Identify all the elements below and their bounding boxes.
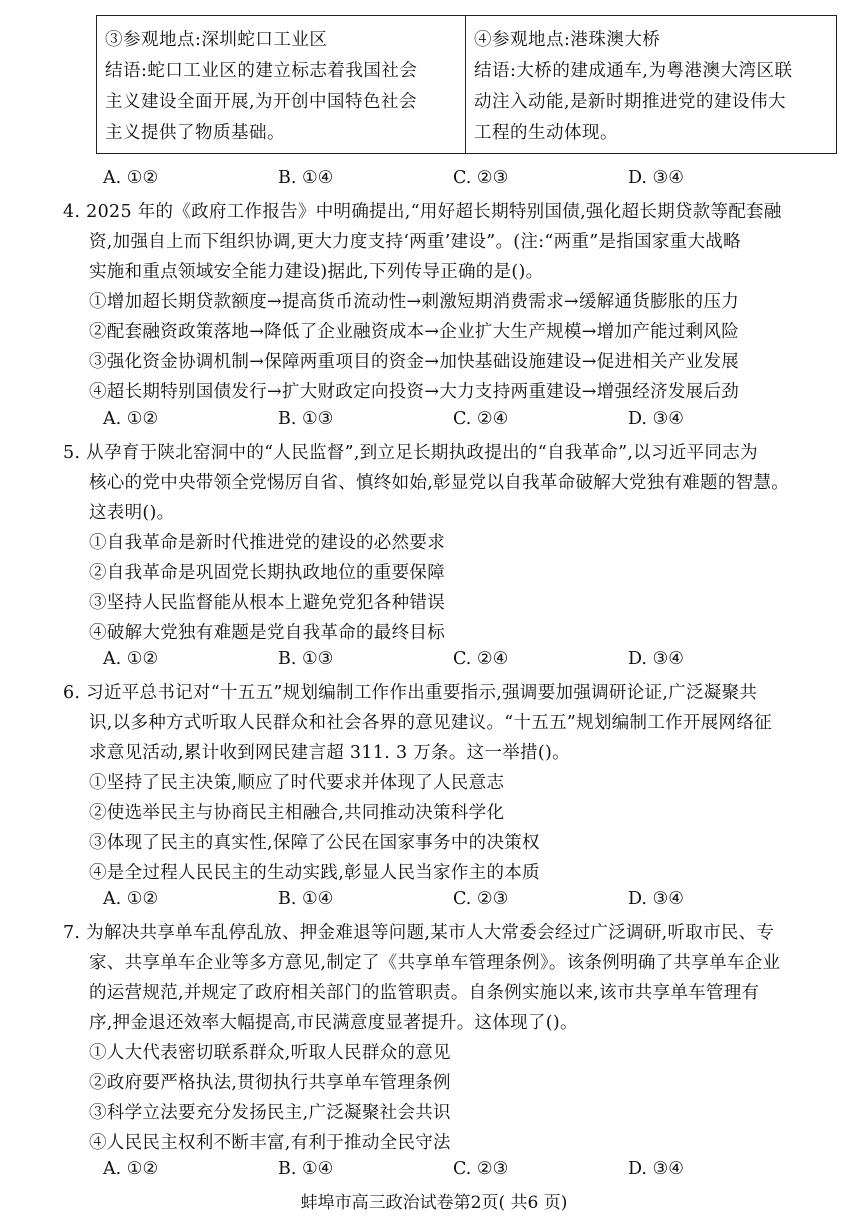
q4-stem-line: 实施和重点领域安全能力建设)据此,下列传导正确的是()。 xyxy=(89,262,544,282)
q7-statement: ③科学立法要充分发扬民主,广泛凝聚社会共识 xyxy=(89,1103,451,1123)
table-line: 结语:蛇口工业区的建立标志着我国社会 xyxy=(105,61,418,81)
q7-stem-line: 7. 为解决共享单车乱停乱放、押金难退等问题,某市人大常委会经过广泛调研,听取市民、专 xyxy=(63,923,775,943)
option-d: D. ③④ xyxy=(628,168,684,188)
q6-stem-line: 求意见活动,累计收到网民建言超 311. 3 万条。这一举措()。 xyxy=(89,743,570,763)
option-c: C. ②③ xyxy=(453,1159,509,1179)
q4-statement: ②配套融资政策落地→降低了企业融资成本→企业扩大生产规模→增加产能过剩风险 xyxy=(89,322,740,342)
option-d: D. ③④ xyxy=(628,649,684,669)
q6-stem-line: 6. 习近平总书记对“十五五”规划编制工作作出重要指示,强调要加强调研论证,广泛凝聚共 xyxy=(63,683,758,703)
option-a: A. ①② xyxy=(103,649,159,669)
q4-options xyxy=(103,409,823,437)
option-b: B. ①④ xyxy=(278,1159,334,1179)
q6-statement: ①坚持了民主决策,顺应了时代要求并体现了人民意志 xyxy=(89,773,505,793)
q7-stem-line: 序,押金退还效率大幅提高,市民满意度显著提升。这体现了()。 xyxy=(89,1013,578,1033)
table-line: 动注入动能,是新时期推进党的建设伟大 xyxy=(474,92,787,112)
option-a: A. ①② xyxy=(103,1159,159,1179)
q7-stem-line: 家、共享单车企业等多方意见,制定了《共享单车管理条例》。该条例明确了共享单车企业 xyxy=(89,953,781,973)
q3-options xyxy=(103,168,823,196)
option-b: B. ①④ xyxy=(278,168,334,188)
option-b: B. ①③ xyxy=(278,409,334,429)
option-d: D. ③④ xyxy=(628,889,684,909)
q4-statement: ④超长期特别国债发行→扩大财政定向投资→大力支持两重建设→增强经济发展后劲 xyxy=(89,382,740,402)
q4-stem-line: 资,加强自上而下组织协调,更大力度支持‘两重’建设”。(注:“两重”是指国家重大战略 xyxy=(89,232,741,252)
option-a: A. ①② xyxy=(103,168,159,188)
q6-statement: ②使选举民主与协商民主相融合,共同推动决策科学化 xyxy=(89,803,505,823)
option-a: A. ①② xyxy=(103,889,159,909)
option-a: A. ①② xyxy=(103,409,159,429)
page-footer: 蚌埠市高三政治试卷第2页( 共6 页) xyxy=(300,1193,568,1213)
q5-stem-line: 5. 从孕育于陕北窑洞中的“人民监督”,到立足长期执政提出的“自我革命”,以习近平同志为 xyxy=(63,443,758,463)
q7-statement: ①人大代表密切联系群众,听取人民群众的意见 xyxy=(89,1043,451,1063)
q5-stem-line: 这表明()。 xyxy=(89,503,175,523)
table-line: ③参观地点:深圳蛇口工业区 xyxy=(105,30,328,50)
table-cell-shekou xyxy=(97,16,466,153)
q5-statement: ④破解大党独有难题是党自我革命的最终目标 xyxy=(89,623,445,643)
table-line: 工程的生动体现。 xyxy=(474,123,618,143)
option-c: C. ②④ xyxy=(453,649,509,669)
q7-options xyxy=(103,1159,823,1187)
q7-stem-line: 的运营规范,并规定了政府相关部门的监管职责。自条例实施以来,该市共享单车管理有 xyxy=(89,983,760,1003)
q7-statement: ②政府要严格执法,贯彻执行共享单车管理条例 xyxy=(89,1073,451,1093)
table-line: 主义提供了物质基础。 xyxy=(105,123,285,143)
option-b: B. ①④ xyxy=(278,889,334,909)
q4-statement: ①增加超长期贷款额度→提高货币流动性→刺激短期消费需求→缓解通货膨胀的压力 xyxy=(89,292,740,312)
option-d: D. ③④ xyxy=(628,1159,684,1179)
option-c: C. ②③ xyxy=(453,168,509,188)
table-cell-bridge xyxy=(466,16,836,153)
q6-options xyxy=(103,889,823,917)
option-d: D. ③④ xyxy=(628,409,684,429)
table-line: 结语:大桥的建成通车,为粤港澳大湾区联 xyxy=(474,61,793,81)
q5-statement: ③坚持人民监督能从根本上避免党犯各种错误 xyxy=(89,593,445,613)
q4-statement: ③强化资金协调机制→保障两重项目的资金→加快基础设施建设→促进相关产业发展 xyxy=(89,352,740,372)
q6-stem-line: 识,以多种方式听取人民群众和社会各界的意见建议。“十五五”规划编制工作开展网络征 xyxy=(89,713,772,733)
q7-statement: ④人民民主权利不断丰富,有利于推动全民守法 xyxy=(89,1133,451,1153)
q5-statement: ①自我革命是新时代推进党的建设的必然要求 xyxy=(89,533,445,553)
q6-statement: ④是全过程人民民主的生动实践,彰显人民当家作主的本质 xyxy=(89,863,540,883)
q5-options xyxy=(103,649,823,677)
option-c: C. ②③ xyxy=(453,889,509,909)
table-line: ④参观地点:港珠澳大桥 xyxy=(474,30,661,50)
q6-statement: ③体现了民主的真实性,保障了公民在国家事务中的决策权 xyxy=(89,833,540,853)
q4-stem-line: 4. 2025 年的《政府工作报告》中明确提出,“用好超长期特别国债,强化超长期贷款等配套融 xyxy=(63,202,782,222)
q5-stem-line: 核心的党中央带领全党惕厉自省、慎终如始,彰显党以自我革命破解大党独有难题的智慧。 xyxy=(89,473,790,493)
visit-table xyxy=(96,15,837,154)
q5-statement: ②自我革命是巩固党长期执政地位的重要保障 xyxy=(89,563,445,583)
table-line: 主义建设全面开展,为开创中国特色社会 xyxy=(105,92,418,112)
option-b: B. ①③ xyxy=(278,649,334,669)
option-c: C. ②④ xyxy=(453,409,509,429)
